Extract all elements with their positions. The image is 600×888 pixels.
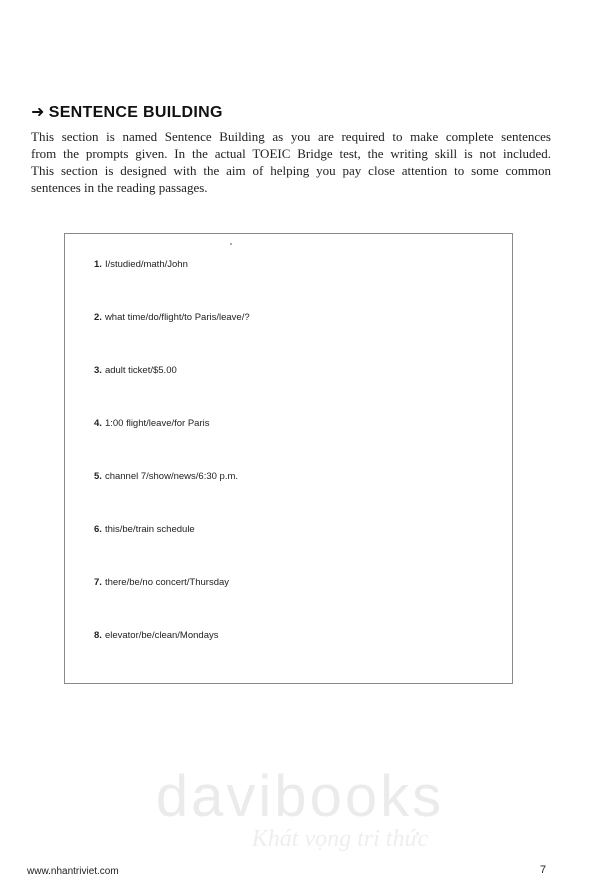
prompt-number: 5. [94, 471, 102, 482]
watermark-tagline: Khát vọng tri thức [251, 826, 429, 852]
intro-paragraph [31, 128, 551, 196]
prompt-text: channel 7/show/news/6:30 p.m. [104, 471, 239, 482]
page-number: 7 [540, 864, 547, 876]
prompt-number: 6. [94, 524, 102, 535]
intro-line: from the prompts given. In the actual TOEIC Bridge test, the writing skill is not included. [31, 146, 551, 161]
prompt-text: adult ticket/$5.00 [104, 365, 177, 376]
prompt-text: there/be/no concert/Thursday [104, 577, 230, 588]
section-heading [31, 102, 223, 122]
prompts-box [64, 233, 513, 684]
prompt-item-2 [94, 312, 250, 323]
prompt-text: elevator/be/clean/Mondays [104, 630, 219, 641]
section-title: SENTENCE BUILDING [48, 104, 223, 121]
prompt-item-4 [94, 418, 210, 429]
prompt-number: 1. [94, 259, 102, 270]
prompt-number: 8. [94, 630, 102, 641]
prompt-item-3 [94, 365, 177, 376]
intro-line: This section is named Sentence Building as you are required to make complete sentences [31, 129, 551, 144]
prompt-item-8 [94, 630, 218, 641]
prompt-item-1 [94, 259, 188, 270]
prompt-text: 1:00 flight/leave/for Paris [104, 418, 210, 429]
prompt-number: 3. [94, 365, 102, 376]
intro-line: This section is designed with the aim of helping you pay close attention to some common [31, 163, 551, 178]
prompt-text: I/studied/math/John [104, 259, 188, 270]
prompt-text: what time/do/flight/to Paris/leave/? [104, 312, 250, 323]
prompt-number: 2. [94, 312, 102, 323]
watermark-logo: davibooks [155, 764, 445, 829]
prompt-item-7 [94, 577, 229, 588]
footer-url: www.nhantriviet.com [27, 866, 119, 877]
speck-mark [230, 243, 232, 245]
prompt-number: 7. [94, 577, 102, 588]
prompt-number: 4. [94, 418, 102, 429]
prompt-text: this/be/train schedule [104, 524, 195, 535]
prompt-item-6 [94, 524, 195, 535]
prompt-item-5 [94, 471, 238, 482]
right-arrow-icon: ➜ [31, 104, 45, 121]
intro-line: sentences in the reading passages. [31, 180, 208, 195]
